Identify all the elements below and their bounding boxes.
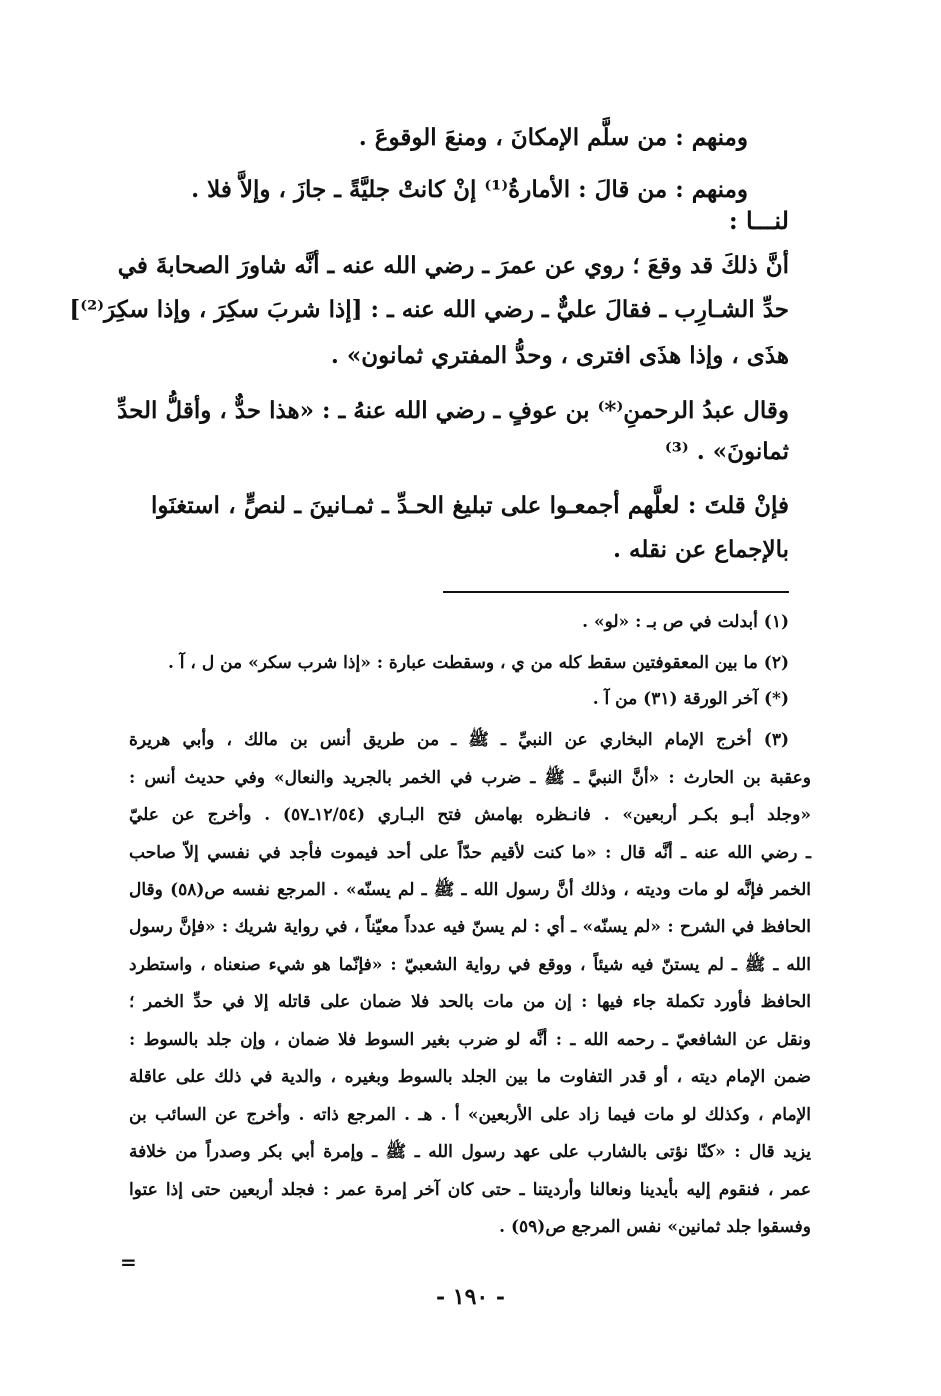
footnote-1: (١) أبدلت في ص بـ : «لو» . [582, 612, 789, 632]
paragraph-1-line-3: هذَى ، وإذا هذَى افترى ، وحدُّ المفتري ثمانون» . [330, 342, 789, 369]
footnote-3-line-12: يزيد قال : «كنّا نؤتى بالشارب على عهد رسول الله ـ ﷺ ـ وإمرة أبي بكر وصدراً من خلافة [129, 1142, 811, 1162]
continuation-mark: = [120, 1250, 137, 1274]
footnote-3-line-9: ونقل عن الشافعيّ ـ رحمه الله ـ : أنَّه لو ضرب بغير السوط فلا ضمان ، وإن جلد بالسوط : [129, 1030, 811, 1050]
footnote-3-line-3: «وجلد أبـو بكـر أربعين» . فانـظره بهامش فتح البـاري (١٢/٥٤ـ٥٧) . وأخرج عن عليّ [129, 805, 811, 825]
paragraph-2-line-1: وقال عبدُ الرحمنِ⁽*⁾ بن عوفٍ ـ رضي الله عنهُ ـ : «هذا حدٌّ ، وأقلُّ الحدِّ [117, 397, 789, 424]
section-heading: لنـــا : [728, 206, 789, 235]
page-number: - ١٩٠ - [435, 1284, 506, 1310]
footnote-2: (٢) ما بين المعقوفتين سقط كله من ي ، وسقطت عبارة : «إذا شرب سكر» من ل ، آ . [167, 653, 789, 673]
main-line-1: ومنهم : من سلَّم الإمكانَ ، ومنعَ الوقوعَ . [358, 124, 748, 151]
footnote-3-line-5: الخمر فإنَّه لو مات وديته ، وذلك أنَّ رسول الله ـ ﷺ ـ لم يسنّه» . المرجع نفسه ص(٥٨) وقال [129, 880, 811, 900]
footnote-divider [443, 591, 789, 593]
paragraph-3-line-2: بالإجماع عن نقله . [612, 536, 789, 563]
footnote-3-line-6: الحافظ في الشرح : «لم يسنّه» ـ أي : لم يسنّ فيه عدداً معيّناً ، في رواية شريك : «فإنَّ رسول [129, 917, 811, 937]
main-line-2: ومنهم : من قالَ : الأمارةُ⁽¹⁾ إنْ كانتْ جليَّةً ـ جازَ ، وإلاَّ فلا . [191, 176, 748, 203]
paragraph-2-line-2: ثمانونَ» . ⁽³⁾ [664, 438, 789, 465]
footnote-3-line-13: عمر ، فنقوم إليه بأيدينا ونعالنا وأرديتنا ـ حتى كان آخر إمرة عمر : فجلد أربعين حتى إذا عتوا [129, 1180, 811, 1200]
footnote-star: (*) آخر الورقة (٣١) من آ . [592, 689, 789, 709]
footnote-3-line-10: ضمن الإمام ديته ، أو قدر التفاوت ما بين الجلد بالسوط وبغيره ، والدية في ذلك على عاقلة [129, 1067, 811, 1087]
footnote-3-line-11: الإمام ، وكذلك لو مات فيما زاد على الأربعين» أ . هـ . المرجع ذاته . وأخرج عن السائب بن [129, 1105, 811, 1125]
paragraph-1-line-2: حدِّ الشـارِب ـ فقالَ عليٌّ ـ رضي الله عنه ـ : [إذا شربَ سكِرَ ، وإذا سكِرَ⁽²⁾] [69, 296, 789, 323]
footnote-3-line-1: (٣) أخرج الإمام البخاري عن النبيِّ ـ ﷺ ـ من طريق أنس بن مالك ، وأبي هريرة [129, 730, 789, 750]
paragraph-1-line-1: أنَّ ذلكَ قد وقعَ ؛ روي عن عمرَ ـ رضي الله عنه ـ أنَّه شاورَ الصحابةَ في [117, 252, 789, 279]
footnote-3-line-7: الله ـ ﷺ ـ لم يستنّ فيه شيئاً ، ووقع في رواية الشعبيّ : «فإنّما هو شيء صنعناه ، واستطرد [129, 955, 811, 975]
footnote-3-line-2: وعقبة بن الحارث : «أنَّ النبيَّ ـ ﷺ ـ ضرب في الخمر بالجريد والنعال» وفي حديث أنس : [129, 768, 811, 788]
paragraph-3-line-1: فإنْ قلتَ : لعلَّهم أجمعـوا على تبليغ الحـدِّ ـ ثمـانينَ ـ لنصٍّ ، استغنَوا [151, 492, 789, 519]
footnote-3-line-8: الحافظ فأورد تكملة جاء فيها : إن من مات بالحد فلا ضمان على قاتله إلا في حدِّ الخمر ؛ [129, 992, 811, 1012]
footnote-3-line-14: وفسقوا جلد ثمانين» نفس المرجع ص(٥٩) . [499, 1217, 811, 1237]
footnote-3-line-4: ـ رضي الله عنه ـ أنَّه قال : «ما كنت لأقيم حدّاً على أحد فيموت فأجد في نفسي إلاّ صاحب [129, 843, 811, 863]
